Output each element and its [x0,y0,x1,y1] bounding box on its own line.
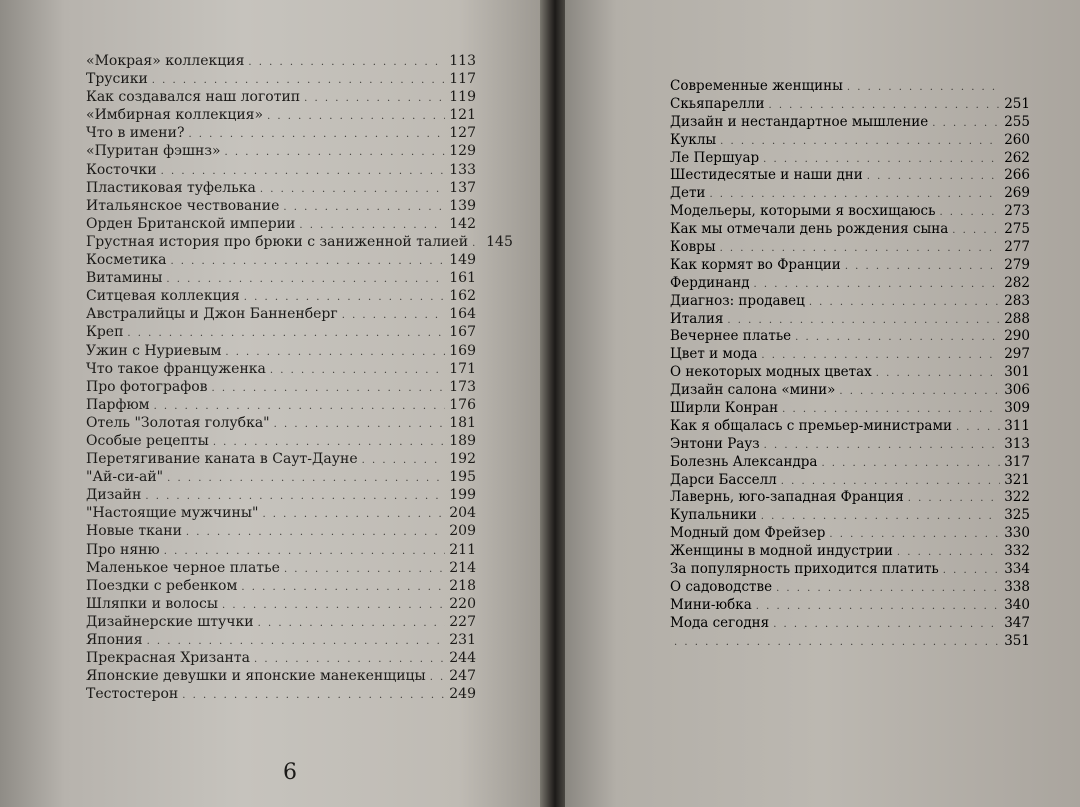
toc-entry-title: Прекрасная Хризанта [86,650,250,667]
toc-entry-title: Фердинанд [670,274,750,291]
toc-entry-title: За популярность приходится платить [670,561,939,578]
toc-entry-title: Вечернее платье [670,328,792,345]
toc-leader-dots [260,181,445,199]
toc-entry-title: Шестидесятые и наши дни [670,167,863,184]
toc-leader-dots [782,401,1000,419]
toc-entry-title: Новые ткани [86,523,182,540]
toc-entry [670,346,1030,364]
toc-entry-title: Мода сегодня [670,614,770,631]
toc-entry-title: Австралийцы и Джон Банненберг [86,306,338,323]
toc-leader-dots [932,115,1000,133]
toc-entry [86,342,476,360]
toc-entry-title: Отель "Золотая голубка" [86,414,270,431]
toc-entry [670,221,1030,239]
toc-entry [670,561,1030,579]
toc-entry-title: Дизайн [86,487,142,504]
toc-entry [86,251,476,269]
toc-entry-title: «Мокрая» коллекция [86,53,245,69]
toc-entry [670,400,1030,418]
toc-leader-dots [847,79,1000,97]
toc-leader-dots [756,598,1000,616]
toc-entry-page: 129 [449,143,476,160]
toc-leader-dots [943,562,1000,580]
toc-entry-page: 164 [449,306,476,323]
toc-entry [670,633,1030,651]
toc-leader-dots [258,615,446,633]
toc-leader-dots [956,419,1000,437]
toc-entry-page: 311 [1004,417,1030,434]
toc-entry-page: 283 [1004,292,1030,309]
toc-entry-title: Женщины в модной индустрии [670,543,893,560]
toc-entry-title: Дизайн салона «мини» [670,382,836,399]
toc-leader-dots [182,687,445,705]
toc-entry-page: 167 [449,324,476,341]
toc-entry-page: 137 [449,179,476,196]
toc-entry-page: 218 [449,577,476,594]
toc-leader-dots [720,240,1000,258]
toc-leader-dots [727,312,1000,330]
toc-entry [670,543,1030,561]
toc-entry [670,525,1030,543]
toc-leader-dots [170,253,445,271]
toc-entry-title: Модный дом Фрейзер [670,525,826,542]
toc-entry-title: Парфюм [86,396,150,413]
toc-leader-dots [274,416,446,434]
toc-entry [86,215,476,233]
toc-entry [670,311,1030,329]
toc-entry [670,203,1030,221]
toc-entry-page: 204 [449,505,476,522]
toc-entry-page: 133 [449,161,476,178]
toc-entry-title: Трусики [86,71,148,88]
toc-entry [86,179,476,197]
toc-entry-page: 142 [449,215,476,232]
toc-entry [670,436,1030,454]
toc-entry-title: Особые рецепты [86,432,209,449]
toc-leader-dots [867,168,1000,186]
toc-entry-page: 306 [1004,382,1030,399]
toc-entry-title: Дизайн и нестандартное мышление [670,113,929,130]
toc-entry [86,287,476,305]
toc-entry-page: 176 [449,396,476,413]
toc-leader-dots [897,544,1000,562]
toc-entry-title: Косметика [86,252,167,269]
toc-entry [670,150,1030,168]
toc-entry [670,293,1030,311]
toc-entry-title: Про фотографов [86,378,208,395]
toc-entry [86,649,476,667]
toc-entry [86,414,476,432]
toc-leader-dots [821,455,1000,473]
toc-entry-title: Дизайнерские штучки [86,613,254,630]
toc-entry-page: 145 [486,233,513,250]
toc-entry [86,161,476,179]
toc-leader-dots [781,473,1000,491]
toc-entry-page: 192 [449,451,476,468]
toc-leader-dots [761,347,1000,365]
toc-leader-dots [362,452,446,470]
toc-entry-page: 338 [1004,578,1030,595]
toc-entry-page: 297 [1004,346,1030,363]
toc-entry [670,185,1030,203]
toc-entry [86,577,476,595]
toc-entry [86,559,476,577]
toc-entry-page: 220 [449,595,476,612]
toc-entry-page: 266 [1004,167,1030,184]
toc-leader-dots [342,307,446,325]
toc-entry-title: Японские девушки и японские манекенщицы [86,668,426,685]
toc-entry-title: "Настоящие мужчины" [86,505,259,522]
toc-entry-page: 181 [449,414,476,431]
toc-entry [670,597,1030,615]
toc-entry-page: 301 [1004,364,1030,381]
toc-leader-dots [188,126,445,144]
toc-entry-title: Япония [86,632,143,648]
toc-entry [670,507,1030,525]
toc-entry-title: Куклы [670,131,717,148]
toc-entry-page: 209 [449,523,476,540]
toc-entry [670,257,1030,275]
toc-entry-page: 273 [1004,203,1030,220]
toc-entry-page: 247 [449,668,476,685]
toc-entry [670,167,1030,185]
toc-entry [670,418,1030,436]
toc-entry-page: 199 [449,487,476,504]
toc-entry-page: 249 [449,686,476,703]
toc-entry-page: 351 [1004,632,1030,649]
toc-entry-title: Витамины [86,270,163,287]
toc-entry-title: Косточки [86,161,157,178]
toc-entry [670,275,1030,293]
toc-leader-dots [952,222,1000,240]
toc-list-right [670,78,1030,651]
toc-leader-dots [186,524,445,542]
toc-entry-page: 255 [1004,113,1030,130]
toc-entry [86,106,476,124]
toc-entry-title: "Ай-си-ай" [86,469,164,486]
toc-entry-title: Что в имени? [86,125,185,142]
toc-entry-page: 169 [449,342,476,359]
toc-entry-page: 279 [1004,256,1030,273]
toc-entry-title: Орден Британской империи [86,215,296,232]
toc-entry [670,239,1030,257]
toc-entry-title: Энтони Рауз [670,435,760,452]
toc-entry-page: 117 [449,71,476,88]
toc-entry [86,631,476,649]
toc-leader-dots [270,362,445,380]
toc-entry [86,378,476,396]
toc-entry-page: 189 [449,432,476,449]
toc-entry-title: Ширли Конран [670,400,779,417]
toc-leader-dots [773,616,1000,634]
toc-entry-page: 277 [1004,239,1030,256]
page-number: 6 [283,760,297,785]
toc-leader-dots [768,97,1000,115]
toc-leader-dots [829,526,1000,544]
toc-entry-page: 330 [1004,525,1030,542]
toc-list-left [86,52,513,703]
toc-entry-title: Мини-юбка [670,596,752,613]
toc-leader-dots [284,561,445,579]
toc-entry [670,364,1030,382]
toc-entry [670,132,1030,150]
toc-entry [86,142,476,160]
toc-leader-dots [763,151,1000,169]
toc-entry-page: 325 [1004,507,1030,524]
toc-entry-page: 162 [449,288,476,305]
toc-entry-title: Как мы отмечали день рождения сына [670,221,949,238]
toc-entry-title: Цвет и мода [670,346,758,363]
toc-entry [670,472,1030,490]
toc-entry-title: Тестостерон [86,686,179,703]
toc-entry-page: 290 [1004,328,1030,345]
toc-leader-dots [845,258,1000,276]
toc-entry-title: Дети [670,185,706,202]
toc-entry [86,504,476,522]
toc-entry-page: 282 [1004,274,1030,291]
toc-leader-dots [720,133,1000,151]
toc-entry [86,468,476,486]
toc-leader-dots [764,437,1000,455]
toc-entry [86,197,476,215]
toc-leader-dots [167,470,445,488]
toc-entry-title: Пластиковая туфелька [86,179,256,196]
toc-leader-dots [876,365,1000,383]
toc-entry [86,124,476,142]
toc-entry-page: 211 [449,541,476,558]
toc-entry-title: Дарси Басселл [670,471,777,488]
toc-entry [670,382,1030,400]
toc-entry [670,328,1030,346]
toc-entry-title: Шляпки и волосы [86,595,218,612]
toc-entry-title: Болезнь Александра [670,453,818,470]
toc-entry [670,579,1030,597]
toc-leader-dots [809,294,1000,312]
toc-entry-title: Про няню [86,541,160,558]
toc-entry-page: 260 [1004,131,1030,148]
toc-entry-page: 195 [449,469,476,486]
toc-leader-dots [430,669,446,687]
toc-entry [86,595,476,613]
toc-entry-title: Как кормят во Франции [670,256,841,273]
toc-entry-page: 231 [449,632,476,648]
toc-entry-page: 288 [1004,310,1030,327]
toc-entry-title: «Пуритан фэшнз» [86,143,221,160]
toc-leader-dots [776,580,1000,598]
toc-entry [86,70,476,88]
toc-entry-page: 173 [449,378,476,395]
toc-leader-dots [709,186,1000,204]
toc-entry-title: Ужин с Нуриевым [86,342,222,359]
toc-entry-title: Ле Першуар [670,149,760,166]
toc-entry-title: Диагноз: продавец [670,292,805,309]
toc-entry-page: 322 [1004,489,1030,506]
toc-entry-page: 334 [1004,561,1030,578]
toc-entry [86,233,513,251]
toc-entry-title: Как создавался наш логотип [86,89,301,106]
toc-entry-page: 321 [1004,471,1030,488]
toc-entry [86,360,476,378]
toc-leader-dots [241,579,445,597]
toc-entry [86,396,476,414]
toc-entry [86,450,476,468]
toc-entry-page: 227 [449,613,476,630]
toc-leader-dots [225,144,446,162]
toc-entry [86,305,476,323]
toc-entry-title: «Имбирная коллекция» [86,107,264,124]
toc-entry-title: Современные женщины [670,78,843,94]
toc-entry-title: Грустная история про брюки с заниженной талией [86,233,469,250]
toc-leader-dots [248,54,445,72]
toc-leader-dots [283,199,445,217]
toc-entry-page: 171 [449,360,476,377]
toc-entry-page: 121 [449,107,476,124]
toc-leader-dots [304,90,445,108]
toc-leader-dots [795,329,1000,347]
toc-entry-page: 113 [449,53,476,69]
toc-leader-dots [674,634,1000,652]
toc-entry-title: О садоводстве [670,578,773,595]
toc-entry-page: 161 [449,270,476,287]
toc-entry-title: Ковры [670,239,716,256]
toc-entry [86,522,476,540]
toc-entry-title: Итальянское чествование [86,197,280,214]
toc-entry-title: Что такое француженка [86,360,266,377]
toc-leader-dots [908,490,1000,508]
toc-entry-title: О некоторых модных цветах [670,364,872,381]
toc-entry [670,96,1030,114]
toc-leader-dots [212,380,446,398]
toc-entry-page: 309 [1004,400,1030,417]
toc-entry-title: Как я общалась с премьер-министрами [670,417,952,434]
toc-entry-title: Скьяпарелли [670,95,765,112]
toc-entry-title: Модельеры, которыми я восхищаюсь [670,203,936,220]
toc-entry-page: 149 [449,252,476,269]
toc-entry-page: 139 [449,197,476,214]
toc-leader-dots [839,383,1000,401]
toc-entry-page: 119 [449,89,476,106]
toc-entry [670,489,1030,507]
toc-entry-title: Креп [86,324,124,341]
toc-entry-page: 340 [1004,596,1030,613]
toc-entry-title: Купальники [670,507,757,524]
toc-entry-page: 127 [449,125,476,142]
toc-entry-page: 269 [1004,185,1030,202]
toc-entry [670,615,1030,633]
toc-entry [86,88,476,106]
toc-entry-page: 332 [1004,543,1030,560]
toc-entry [670,454,1030,472]
toc-leader-dots [262,506,445,524]
book-spine [540,0,565,807]
toc-leader-dots [267,108,445,126]
toc-entry-page: 214 [449,559,476,576]
toc-entry [86,685,476,703]
toc-entry-title: Маленькое черное платье [86,559,280,576]
toc-entry-title: Италия [670,310,724,327]
toc-entry-page: 347 [1004,614,1030,631]
toc-entry [670,114,1030,132]
toc-entry-title: Поездки с ребенком [86,577,238,594]
toc-entry-page: 262 [1004,149,1030,166]
toc-entry [86,613,476,631]
toc-leader-dots [754,276,1000,294]
toc-entry [86,486,476,504]
toc-entry-page: 313 [1004,435,1030,452]
toc-entry [86,323,476,341]
toc-entry-title: Лавернь, юго-западная Франция [670,489,904,506]
toc-entry [86,269,476,287]
toc-leader-dots [761,508,1000,526]
toc-entry [86,541,476,559]
toc-entry-page: 244 [449,650,476,667]
toc-entry-title: Ситцевая коллекция [86,288,240,305]
toc-entry [86,667,476,685]
toc-entry-page: 251 [1004,95,1030,112]
toc-entry [86,52,476,70]
toc-entry-title: Перетягивание каната в Саут-Дауне [86,451,358,468]
toc-leader-dots [939,204,1000,222]
toc-entry-page: 317 [1004,453,1030,470]
toc-entry [670,78,1030,96]
toc-entry-page: 275 [1004,221,1030,238]
toc-entry [86,432,476,450]
